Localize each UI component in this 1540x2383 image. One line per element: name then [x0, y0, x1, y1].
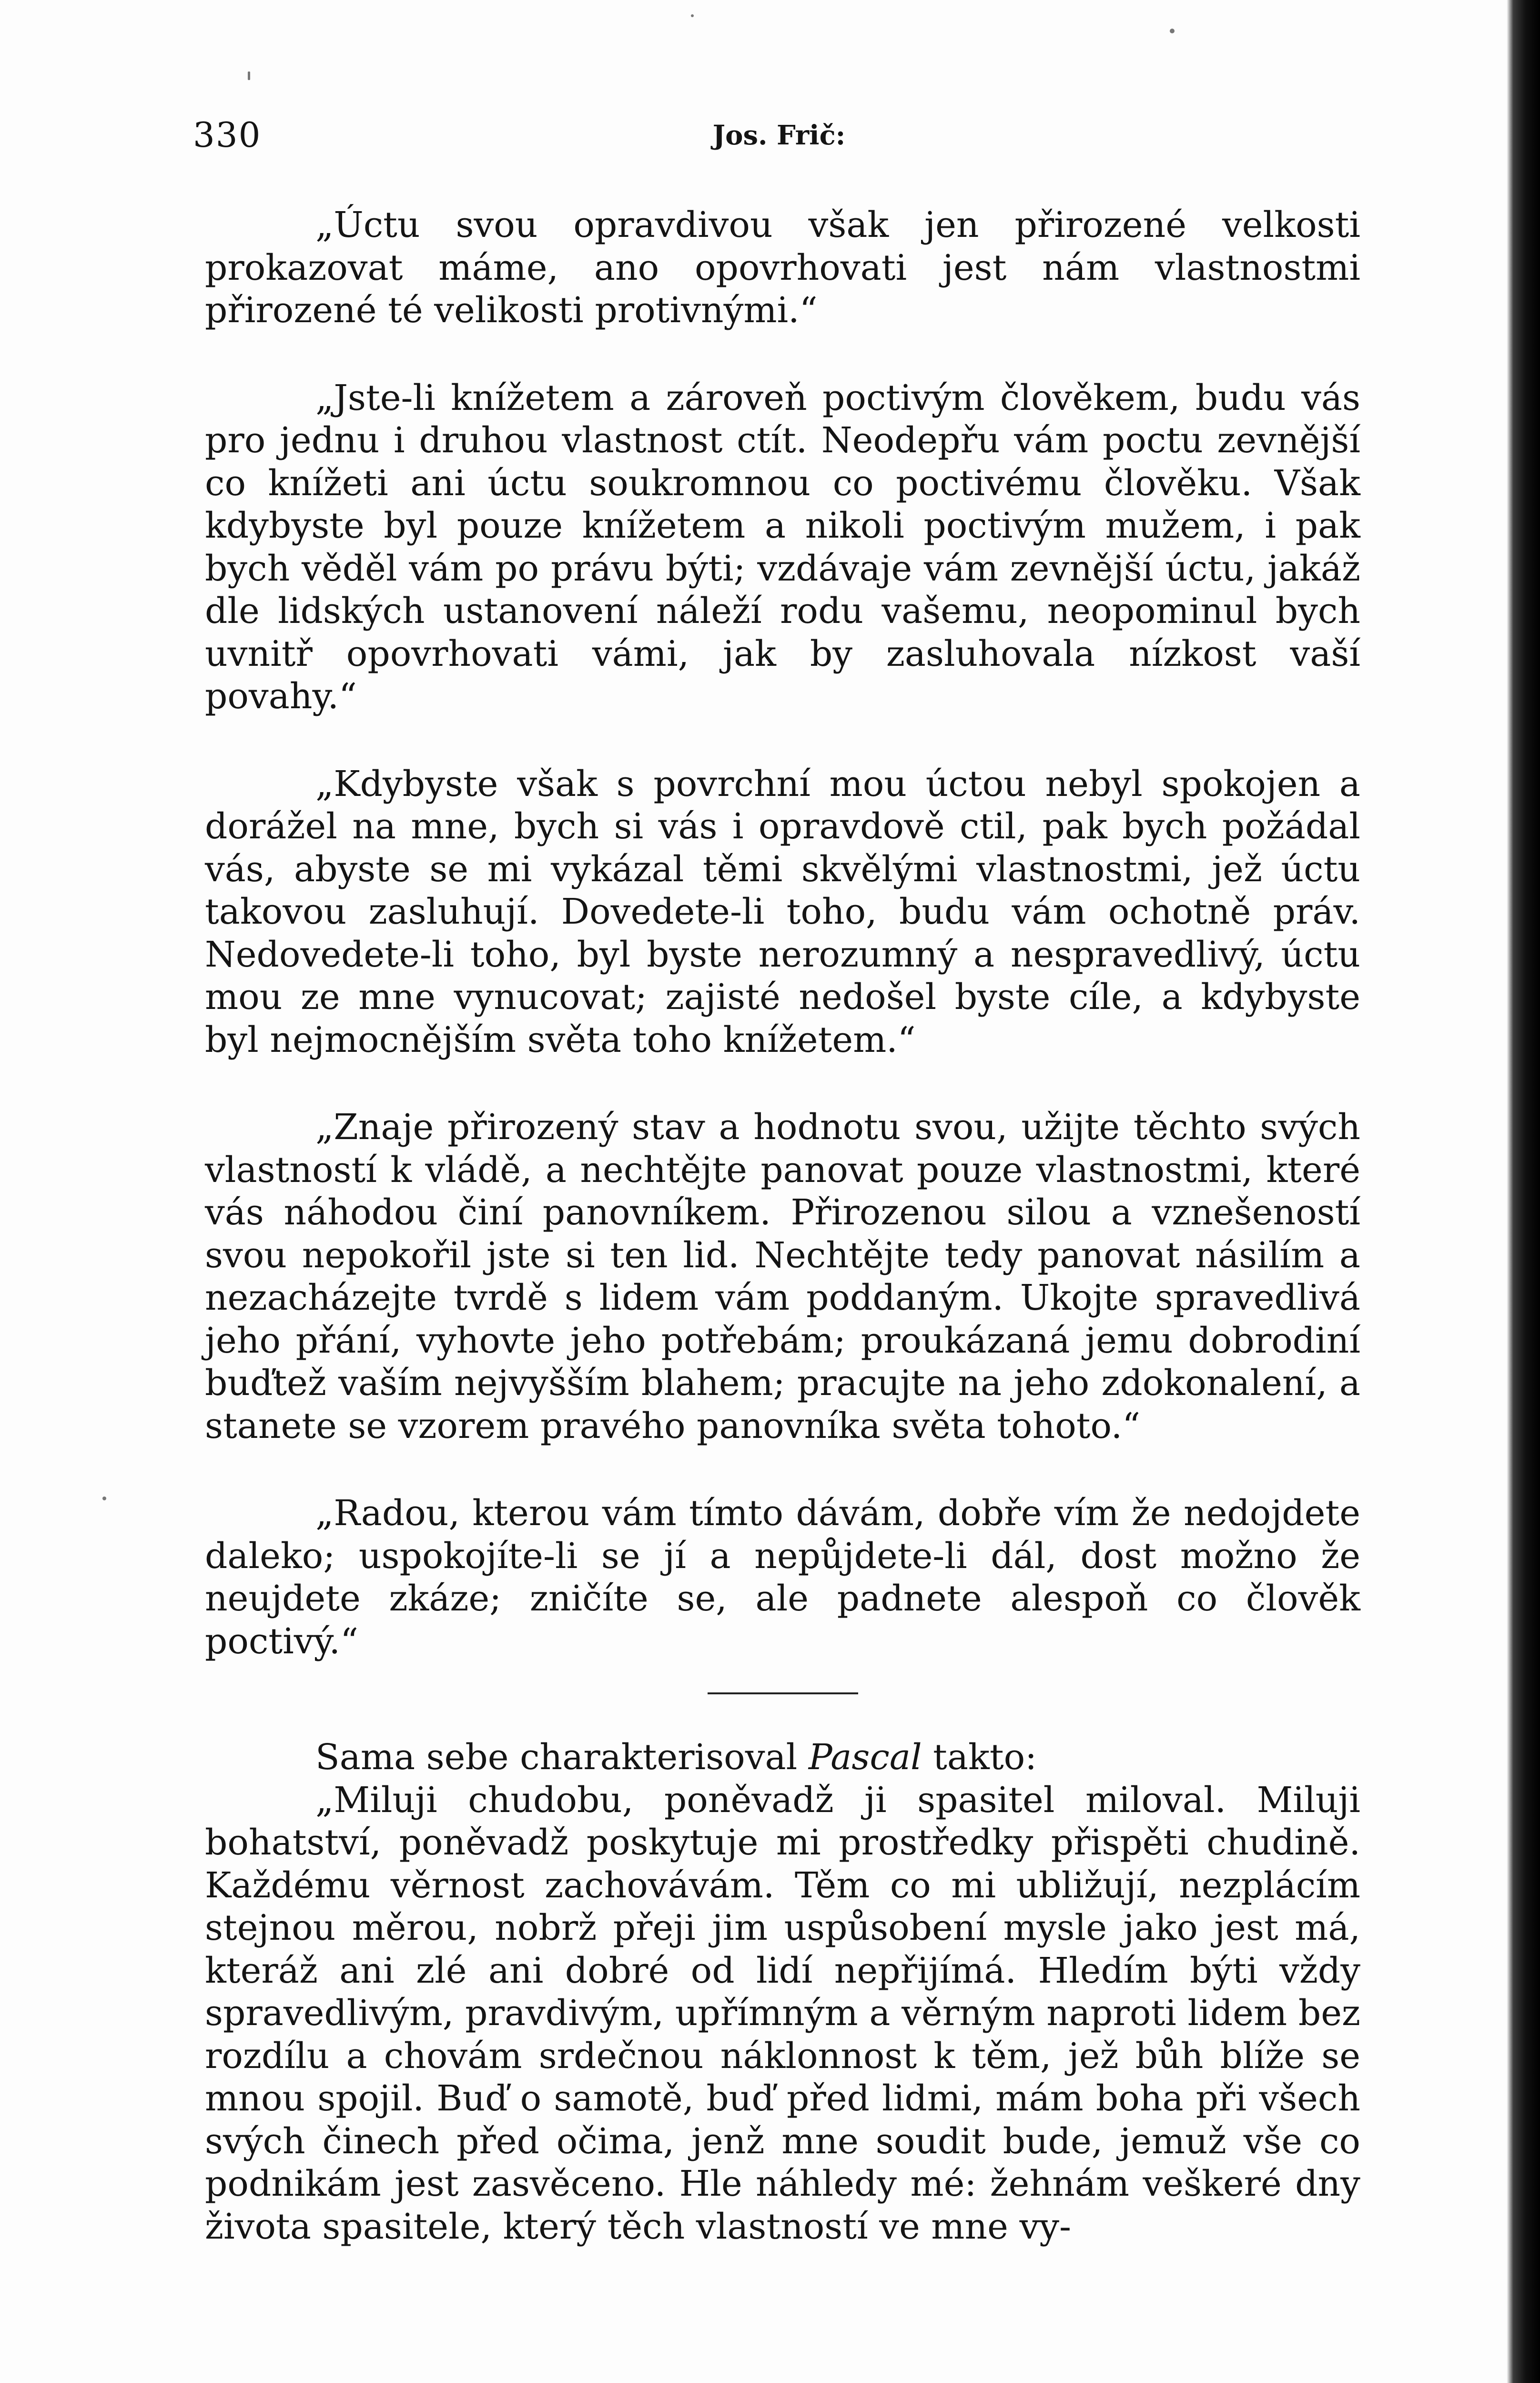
page-header	[193, 109, 1365, 161]
scan-speck	[1170, 29, 1175, 33]
paragraph: „Radou, kterou vám tímto dávám, dobře vím že nedojdete daleko; uspokojíte-li se jí a nepůjdete-li dál, dost možno že neujdete zkáze; zničíte se, ale padnete alespoň co člověk poctivý.“	[205, 1493, 1360, 1662]
pascal-intro	[205, 1736, 1360, 1779]
book-spine-edge	[1507, 0, 1540, 2383]
intro-text: takto:	[922, 1737, 1037, 1778]
running-title: Jos. Frič:	[712, 120, 846, 151]
body-text	[205, 204, 1360, 2248]
paragraph: „Úctu svou opravdivou však jen přirozené velkosti prokazovat máme, ano opovrhovati jest nám vlastnostmi přirozené té velikosti protivnými.“	[205, 204, 1360, 331]
scan-speck	[102, 1497, 106, 1500]
section-divider	[708, 1692, 858, 1694]
intro-text: Sama sebe charakterisoval	[315, 1737, 809, 1778]
intro-name: Pascal	[808, 1737, 922, 1778]
paragraph: „Jste-li knížetem a zároveň poctivým člověkem, budu vás pro jednu i druhou vlastnost ctít. Neodepřu vám poctu zevnější co knížeti ani úctu soukromnou co poctivému člověku. Však kdybyste byl pouze knížetem a nikoli poctivým mužem, i pak bych věděl vám po právu býti; vzdávaje vám zevnější úctu, jakáž dle lidských ustanovení náleží rodu vašemu, neopominul bych uvnitř opovrhovati vámi, jak by zasluhovala nízkost vaší povahy.“	[205, 377, 1360, 717]
paragraph: „Znaje přirozený stav a hodnotu svou, užijte těchto svých vlastností k vládě, a nechtějte panovat pouze vlastnostmi, které vás náhodou činí panovníkem. Přirozenou silou a vznešeností svou nepokořil jste si ten lid. Nechtějte tedy panovat násilím a nezacházejte tvrdě s lidem vám poddaným. Ukojte spravedlivá jeho přání, vyhovte jeho potřebám; proukázaná jemu dobrodiní buďtež vaším nejvyšším blahem; pracujte na jeho zdokonalení, a stanete se vzorem pravého panovníka světa tohoto.“	[205, 1107, 1360, 1446]
scan-speck	[248, 71, 250, 80]
scan-speck	[691, 14, 694, 17]
pascal-quote: „Miluji chudobu, poněvadž ji spasitel miloval. Miluji bohatství, poněvadž poskytuje mi prostředky přispěti chudině. Každému věrnost zachovávám. Těm co mi ubližují, nezplácím stejnou měrou, nobrž přeji jim uspůsobení mysle jako jest má, kteráž ani zlé ani dobré od lidí nepřijímá. Hledím býti vždy spravedlivým, pravdivým, upřímným a věrným naproti lidem bez rozdílu a chovám srdečnou náklonnost k těm, jež bůh blíže se mnou spojil. Buď o samotě, buď před lidmi, mám boha při všech svých činech před očima, jenž mne soudit bude, jemuž vše co podnikám jest zasvěceno. Hle náhledy mé: žehnám veškeré dny života spasitele, který těch vlastností ve mne vy-	[205, 1779, 1360, 2247]
page-number: 330	[193, 115, 262, 155]
paragraph: „Kdybyste však s povrchní mou úctou nebyl spokojen a dorážel na mne, bych si vás i opravdově ctil, pak bych požádal vás, abyste se mi vykázal těmi skvělými vlastnostmi, jež úctu takovou zasluhují. Dovedete-li toho, budu vám ochotně práv. Nedovedete-li toho, byl byste nerozumný a nespravedlivý, úctu mou ze mne vynucovat; zajisté nedošel byste cíle, a kdybyste byl nejmocnějším světa toho knížetem.“	[205, 763, 1360, 1060]
